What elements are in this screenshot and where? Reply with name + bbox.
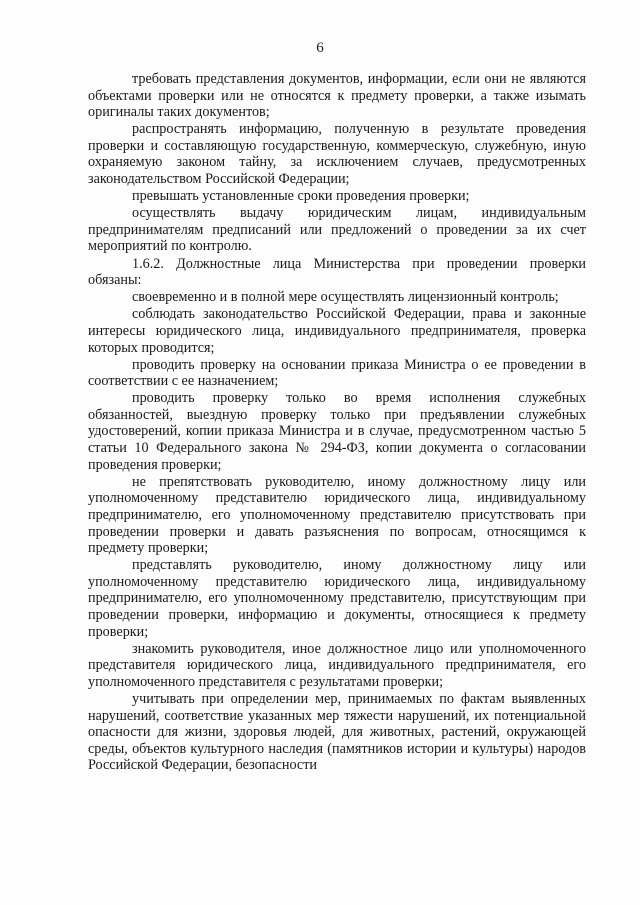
- paragraph: превышать установленные сроки проведения проверки;: [132, 188, 470, 205]
- paragraph: распространять информацию, полученную в результате проведения проверки и составляющую государственную, коммерческую, служебную, иную охраняемую законом тайну, за исключением случаев, предусмотренных законодательством Российской Федерации;: [88, 121, 586, 188]
- page-number: 6: [316, 40, 324, 56]
- document-body: [88, 71, 586, 774]
- paragraph: представлять руководителю, иному должностному лицу или уполномоченному представителю юридического лица, индивидуальному предпринимателю, его уполномоченному представителю, присутствующим при проведении проверки, информацию и документы, относящиеся к предмету проверки;: [88, 557, 586, 640]
- paragraph: проводить проверку на основании приказа Министра о ее проведении в соответствии с ее назначением;: [88, 356, 586, 390]
- paragraph: требовать представления документов, информации, если они не являются объектами проверки или не относятся к предмету проверки, а также изымать оригиналы таких документов;: [88, 71, 586, 121]
- paragraph: проводить проверку только во время исполнения служебных обязанностей, выездную проверку только при предъявлении служебных удостоверений, копии приказа Министра и в случае, предусмотренном частью 5 статьи 10 Федерального закона № 294-ФЗ, копии документа о согласовании проведения проверки;: [88, 390, 586, 473]
- paragraph: учитывать при определении мер, принимаемых по фактам выявленных нарушений, соответствие указанных мер тяжести нарушений, их потенциальной опасности для жизни, здоровья людей, для животных, растений, окружающей среды, объектов культурного наследия (памятников истории и культуры) народов Российской Федерации, безопасности: [88, 690, 586, 774]
- paragraph: не препятствовать руководителю, иному должностному лицу или уполномоченному представителю юридического лица, индивидуальному предпринимателю, его уполномоченному представителю присутствовать при проведении проверки и давать разъяснения по вопросам, относящимся к предмету проверки;: [88, 473, 586, 557]
- section-heading-paragraph: 1.6.2. Должностные лица Министерства при проведении проверки обязаны:: [88, 255, 586, 289]
- paragraph: соблюдать законодательство Российской Федерации, права и законные интересы юридического лица, индивидуального предпринимателя, проверка которых проводится;: [88, 306, 586, 356]
- paragraph: своевременно и в полной мере осуществлять лицензионный контроль;: [132, 289, 559, 306]
- paragraph: знакомить руководителя, иное должностное лицо или уполномоченного представителя юридического лица, индивидуального предпринимателя, его уполномоченного представителя с результатами проверки;: [88, 640, 586, 690]
- paragraph: осуществлять выдачу юридическим лицам, индивидуальным предпринимателям предписаний или предложений о проведении за их счет мероприятий по контролю.: [88, 205, 586, 255]
